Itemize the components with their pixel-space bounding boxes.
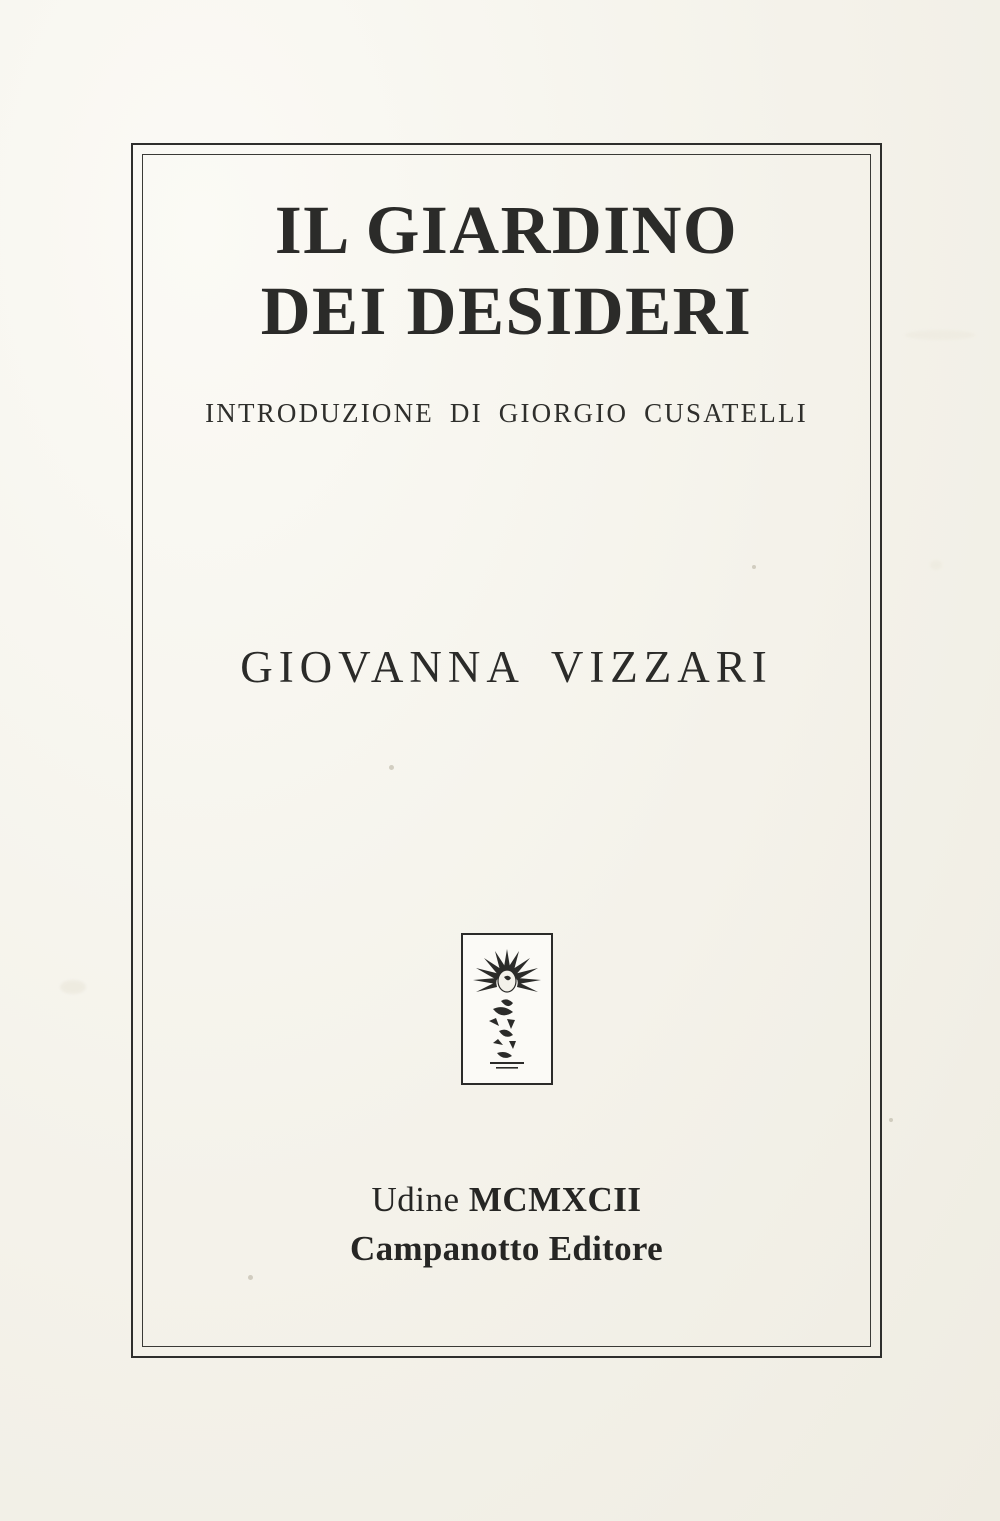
paper-blemish: [905, 330, 975, 340]
page-subtitle: INTRODUZIONE DI GIORGIO CUSATELLI: [205, 398, 808, 428]
imprint-block: [133, 1180, 880, 1269]
publisher-emblem: [461, 933, 553, 1085]
author-name: GIOVANNA VIZZARI: [240, 642, 773, 692]
imprint-year: MCMXCII: [468, 1180, 642, 1219]
paper-blemish: [930, 560, 942, 570]
paper-speck: [889, 1118, 893, 1122]
title-page-content: [133, 145, 880, 1356]
publisher-emblem-icon: [463, 935, 551, 1083]
page-title: [133, 190, 880, 351]
decorative-border-outer: [131, 143, 882, 1358]
paper-blemish: [60, 980, 86, 994]
page-title-line-2: DEI DESIDERI: [260, 272, 753, 349]
imprint-place-text: Udine: [371, 1180, 469, 1219]
page-title-line-1: IL GIARDINO: [274, 192, 739, 268]
imprint-place: [133, 1180, 880, 1220]
imprint-publisher: Campanotto Editore: [350, 1229, 663, 1268]
